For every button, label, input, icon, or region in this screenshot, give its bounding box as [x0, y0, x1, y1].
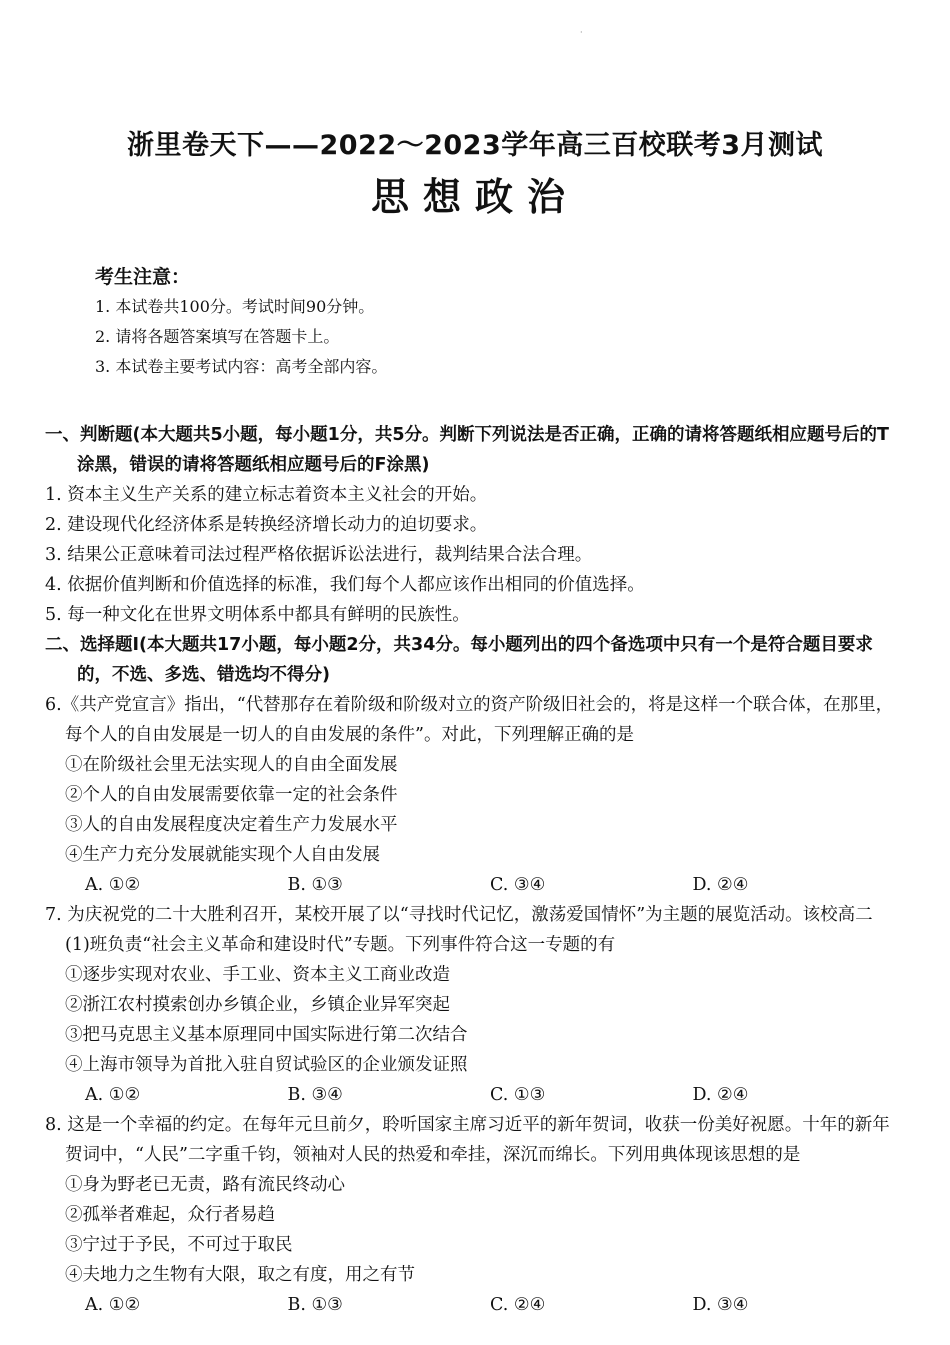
- choice-a: A. ①②: [85, 875, 141, 895]
- question-7-statement: ②浙江农村摸索创办乡镇企业，乡镇企业异军突起: [65, 995, 450, 1015]
- notice-item: 3. 本试卷主要考试内容：高考全部内容。: [95, 357, 388, 376]
- question-7-statement: ④上海市领导为首批入驻自贸试验区的企业颁发证照: [65, 1055, 468, 1075]
- choice-a: A. ①②: [85, 1295, 141, 1315]
- true-false-question: 2. 建设现代化经济体系是转换经济增长动力的迫切要求。: [45, 515, 488, 535]
- exam-title: 浙里卷天下——2022～2023学年高三百校联考3月测试: [126, 130, 824, 161]
- question-6-statement: ④生产力充分发展就能实现个人自由发展: [65, 845, 380, 865]
- question-6-statement: ①在阶级社会里无法实现人的自由全面发展: [65, 755, 398, 775]
- question-8-choices: [45, 1290, 895, 1320]
- choice-d: D. ②④: [692, 1085, 749, 1105]
- question-7-choices: [45, 1080, 895, 1110]
- question-8-stem: 8. 这是一个幸福的约定。在每年元旦前夕，聆听国家主席习近平的新年贺词，收获一份美好祝愿。十年的新年贺词中，“人民”二字重千钧，领袖对人民的热爱和牵挂，深沉而绵长。下列用典体现该思想的是: [45, 1115, 890, 1165]
- question-6-stem: 6.《共产党宣言》指出，“代替那存在着阶级和阶级对立的资产阶级旧社会的，将是这样一个联合体，在那里，每个人的自由发展是一切人的自由发展的条件”。对此，下列理解正确的是: [45, 695, 894, 745]
- question-7-stem: 7. 为庆祝党的二十大胜利召开，某校开展了以“寻找时代记忆，激荡爱国情怀”为主题的展览活动。该校高二(1)班负责“社会主义革命和建设时代”专题。下列事件符合这一专题的有: [45, 905, 873, 955]
- choice-d: D. ③④: [692, 1295, 749, 1315]
- choice-a: A. ①②: [85, 1085, 141, 1105]
- true-false-question: 3. 结果公正意味着司法过程严格依据诉讼法进行，裁判结果合法合理。: [45, 545, 593, 565]
- candidate-notice: [95, 262, 855, 382]
- question-6-statement: ③人的自由发展程度决定着生产力发展水平: [65, 815, 398, 835]
- choice-b: B. ①③: [287, 1295, 343, 1315]
- question-8-statement: ①身为野老已无责，路有流民终动心: [65, 1175, 345, 1195]
- question-8-statement: ③宁过于予民，不可过于取民: [65, 1235, 293, 1255]
- choice-d: D. ②④: [692, 875, 749, 895]
- question-8-statement: ④夫地力之生物有大限，取之有度，用之有节: [65, 1265, 415, 1285]
- question-7-statement: ③把马克思主义基本原理同中国实际进行第二次结合: [65, 1025, 468, 1045]
- choice-c: C. ③④: [490, 875, 546, 895]
- choice-b: B. ③④: [287, 1085, 343, 1105]
- true-false-question: 4. 依据价值判断和价值选择的标准，我们每个人都应该作出相同的价值选择。: [45, 575, 645, 595]
- choice-c: C. ②④: [490, 1295, 546, 1315]
- section-heading-choice: 二、选择题Ⅰ(本大题共17小题，每小题2分，共34分。每小题列出的四个备选项中只有一个是符合题目要求的，不选、多选、错选均不得分): [45, 635, 873, 685]
- subject-title: 思想政治: [370, 175, 579, 219]
- scan-dot: ·: [580, 28, 583, 37]
- question-6-choices: [45, 870, 895, 900]
- notice-heading: 考生注意：: [95, 266, 191, 288]
- question-7-statement: ①逐步实现对农业、手工业、资本主义工商业改造: [65, 965, 450, 985]
- question-content: [45, 420, 895, 1320]
- question-6-statement: ②个人的自由发展需要依靠一定的社会条件: [65, 785, 398, 805]
- choice-b: B. ①③: [287, 875, 343, 895]
- choice-c: C. ①③: [490, 1085, 546, 1105]
- true-false-question: 5. 每一种文化在世界文明体系中都具有鲜明的民族性。: [45, 605, 470, 625]
- notice-item: 1. 本试卷共100分。考试时间90分钟。: [95, 297, 375, 316]
- notice-item: 2. 请将各题答案填写在答题卡上。: [95, 327, 340, 346]
- section-heading-true-false: 一、判断题(本大题共5小题，每小题1分，共5分。判断下列说法是否正确，正确的请将答题纸相应题号后的T涂黑，错误的请将答题纸相应题号后的F涂黑): [45, 425, 889, 475]
- question-8-statement: ②孤举者难起，众行者易趋: [65, 1205, 275, 1225]
- true-false-question: 1. 资本主义生产关系的建立标志着资本主义社会的开始。: [45, 485, 488, 505]
